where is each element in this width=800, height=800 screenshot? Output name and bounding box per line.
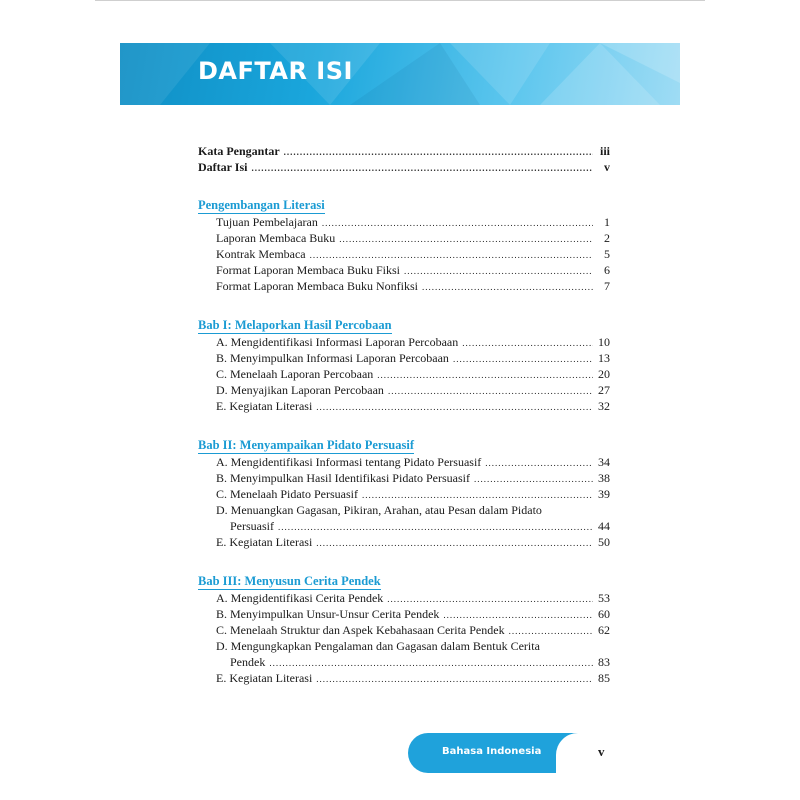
toc-entry-label: Kata Pengantar — [198, 144, 280, 158]
dot-leader — [316, 536, 593, 550]
toc-entry — [216, 263, 610, 278]
toc-entry-label: C. Menelaah Struktur dan Aspek Kebahasaan Cerita Pendek — [216, 623, 505, 637]
toc-entry-page: v — [604, 160, 610, 174]
toc-entry-label: A. Mengidentifikasi Informasi tentang Pidato Persuasif — [216, 455, 482, 469]
page-title: DAFTAR ISI — [198, 57, 353, 85]
toc-entry — [216, 623, 610, 638]
toc-entry-page: 5 — [604, 247, 610, 261]
toc-entry — [216, 215, 610, 230]
toc-entry-label: D. Menyajikan Laporan Percobaan — [216, 383, 384, 397]
toc-entry-label: B. Menyimpulkan Informasi Laporan Percobaan — [216, 351, 449, 365]
toc-entry-label: E. Kegiatan Literasi — [216, 535, 313, 549]
toc-entry-continuation — [230, 655, 610, 670]
toc-entry — [216, 247, 610, 262]
dot-leader — [339, 232, 593, 246]
dot-leader — [485, 456, 593, 470]
toc-entry — [216, 399, 610, 414]
dot-leader — [316, 672, 593, 686]
toc-entry-page: 39 — [598, 487, 610, 501]
toc-entry-label: C. Menelaah Laporan Percobaan — [216, 367, 374, 381]
footer-tab-cutout — [556, 733, 680, 773]
page-top-rule — [95, 0, 705, 1]
toc-entry-label: B. Menyimpulkan Unsur-Unsur Cerita Pendek — [216, 607, 440, 621]
toc-entry-page: 2 — [604, 231, 610, 245]
section-heading: Bab II: Menyampaikan Pidato Persuasif — [198, 438, 414, 452]
toc-entry-page: 53 — [598, 591, 610, 605]
toc-entry — [216, 607, 610, 622]
footer-book-title: Bahasa Indonesia — [442, 746, 542, 757]
toc-entry-page: 7 — [604, 279, 610, 293]
toc-entry-page: iii — [599, 144, 610, 158]
toc-entry — [216, 455, 610, 470]
toc-entry-page: 6 — [604, 263, 610, 277]
dot-leader — [322, 216, 593, 230]
toc-entry-page: 32 — [598, 399, 610, 413]
toc-entry-page: 85 — [598, 671, 610, 685]
toc-entry-page: 44 — [598, 519, 610, 533]
toc-entry-page: 1 — [604, 215, 610, 229]
dot-leader — [422, 280, 593, 294]
dot-leader — [474, 472, 593, 486]
toc-entry-label: Daftar Isi — [198, 160, 248, 174]
toc-entry-page: 34 — [598, 455, 610, 469]
dot-leader — [388, 384, 593, 398]
dot-leader — [284, 145, 593, 159]
toc-entry — [216, 367, 610, 382]
section-heading: Bab III: Menyusun Cerita Pendek — [198, 574, 381, 588]
dot-leader — [316, 400, 593, 414]
toc-entry-page: 10 — [598, 335, 610, 349]
dot-leader — [453, 352, 593, 366]
toc-entry — [216, 335, 610, 350]
toc-entry-page: 50 — [598, 535, 610, 549]
toc-entry — [198, 160, 610, 175]
toc-entry-label: A. Mengidentifikasi Informasi Laporan Percobaan — [216, 335, 459, 349]
toc-entry — [216, 591, 610, 606]
toc-entry-page: 83 — [598, 655, 610, 669]
section-heading: Bab I: Melaporkan Hasil Percobaan — [198, 318, 392, 332]
toc-entry-label: A. Mengidentifikasi Cerita Pendek — [216, 591, 384, 605]
toc-entry-label: E. Kegiatan Literasi — [216, 399, 313, 413]
toc-entry-page: 38 — [598, 471, 610, 485]
toc-entry-label: B. Menyimpulkan Hasil Identifikasi Pidato Persuasif — [216, 471, 470, 485]
dot-leader — [377, 368, 593, 382]
toc-entry-label: D. Menuangkan Gagasan, Pikiran, Arahan, atau Pesan dalam Pidato — [216, 503, 542, 517]
toc-entry-page: 13 — [598, 351, 610, 365]
toc-entry — [216, 383, 610, 398]
toc-entry-label-continuation: Persuasif — [230, 519, 274, 533]
toc-entry — [216, 671, 610, 686]
dot-leader — [387, 592, 593, 606]
toc-entry-continuation — [230, 519, 610, 534]
toc-entry-page: 62 — [598, 623, 610, 637]
toc-entry — [198, 144, 610, 159]
toc-entry-page: 60 — [598, 607, 610, 621]
toc-entry — [216, 639, 610, 653]
section-heading: Pengembangan Literasi — [198, 198, 325, 212]
dot-leader — [310, 248, 593, 262]
toc-entry — [216, 471, 610, 486]
dot-leader — [462, 336, 593, 350]
dot-leader — [443, 608, 593, 622]
toc-entry — [216, 487, 610, 502]
footer-page-number: v — [598, 744, 605, 759]
toc-entry — [216, 503, 610, 517]
dot-leader — [251, 161, 593, 175]
toc-entry-label: Kontrak Membaca — [216, 247, 306, 261]
toc-entry-label: C. Menelaah Pidato Persuasif — [216, 487, 358, 501]
toc-entry-label-continuation: Pendek — [230, 655, 266, 669]
toc-entry — [216, 535, 610, 550]
dot-leader — [404, 264, 593, 278]
toc-entry-label: Format Laporan Membaca Buku Fiksi — [216, 263, 400, 277]
toc-entry-label: E. Kegiatan Literasi — [216, 671, 313, 685]
dot-leader — [509, 624, 593, 638]
toc-entry-page: 27 — [598, 383, 610, 397]
dot-leader — [269, 656, 593, 670]
toc-entry-label: D. Mengungkapkan Pengalaman dan Gagasan dalam Bentuk Cerita — [216, 639, 540, 653]
toc-entry-page: 20 — [598, 367, 610, 381]
toc-entry — [216, 279, 610, 294]
toc-entry-label: Format Laporan Membaca Buku Nonfiksi — [216, 279, 418, 293]
toc-entry — [216, 231, 610, 246]
title-banner — [120, 43, 680, 105]
dot-leader — [362, 488, 593, 502]
toc-entry — [216, 351, 610, 366]
toc-entry-label: Laporan Membaca Buku — [216, 231, 336, 245]
toc-entry-label: Tujuan Pembelajaran — [216, 215, 318, 229]
dot-leader — [278, 520, 593, 534]
